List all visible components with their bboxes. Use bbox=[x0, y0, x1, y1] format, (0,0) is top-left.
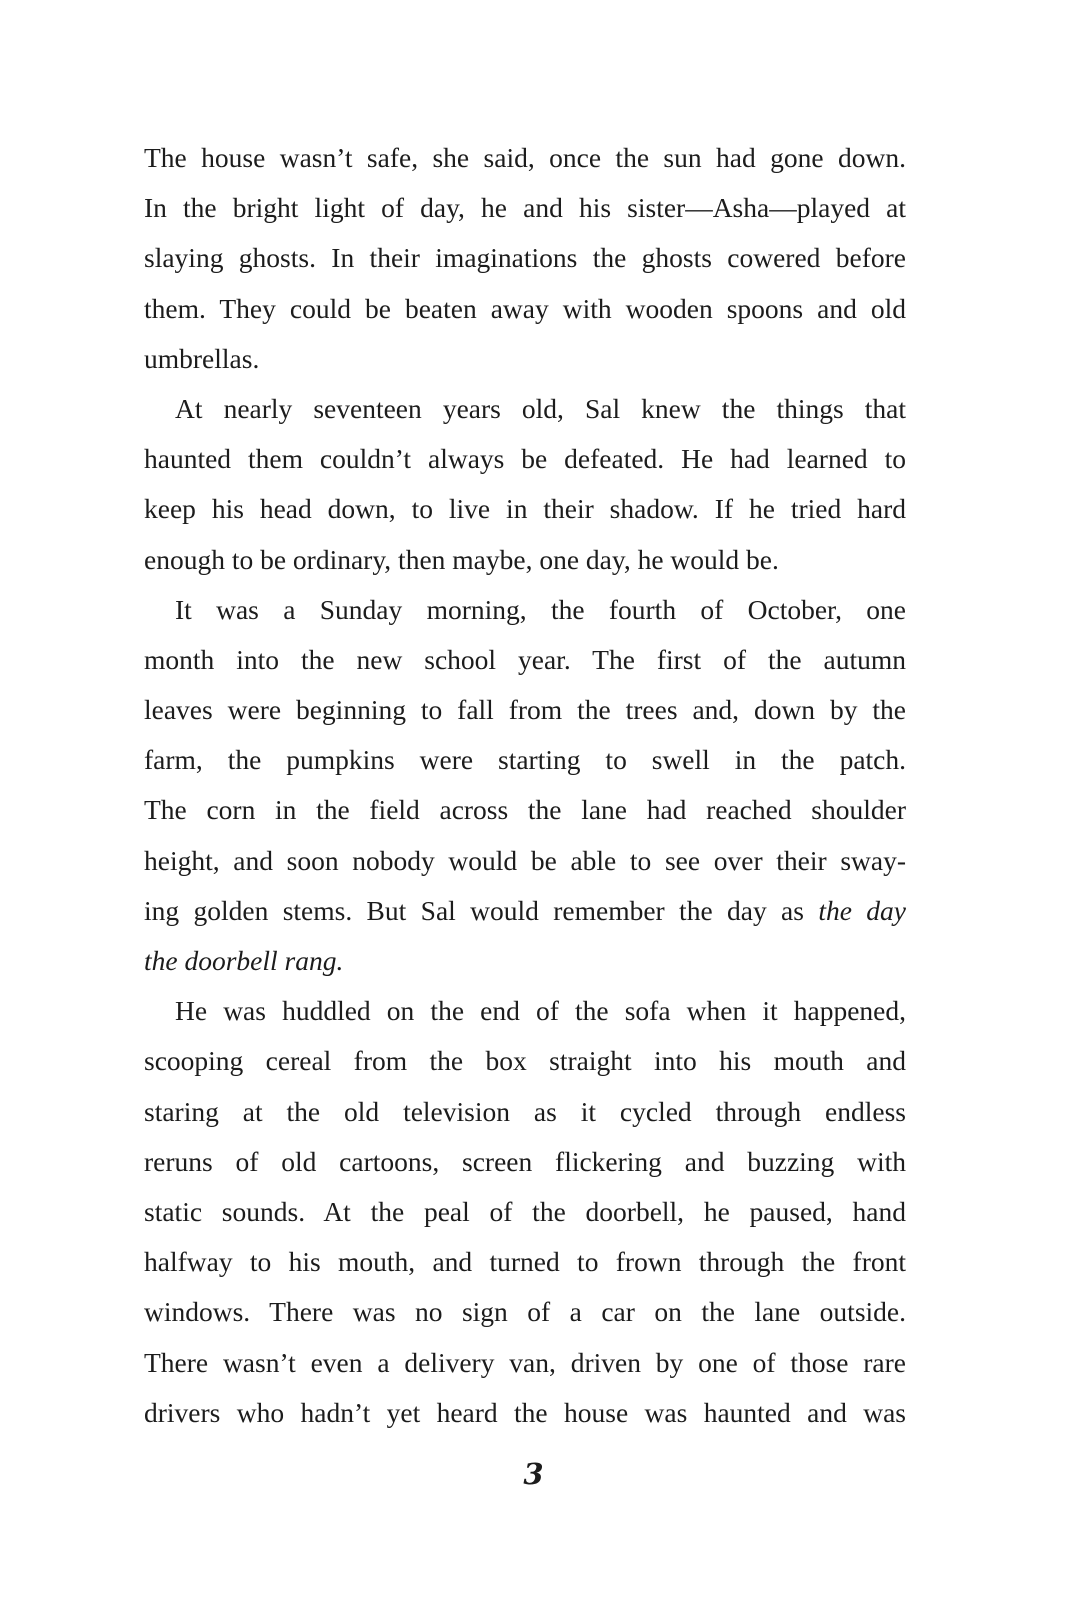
body-text bbox=[144, 133, 906, 1438]
text-line: slaying ghosts. In their imaginations the ghosts cowered before bbox=[144, 242, 906, 274]
text-line: umbrellas. bbox=[144, 342, 260, 374]
text-line bbox=[144, 886, 906, 936]
italic-phrase: the doorbell rang. bbox=[144, 945, 344, 976]
text-line: enough to be ordinary, then maybe, one day, he would be. bbox=[144, 543, 779, 575]
text-line: drivers who hadn’t yet heard the house was haunted and was bbox=[144, 1396, 906, 1428]
text-line: them. They could be beaten away with wooden spoons and old bbox=[144, 292, 906, 324]
text-line: leaves were beginning to fall from the trees and, down by the bbox=[144, 694, 906, 726]
text-line: scooping cereal from the box straight into his mouth and bbox=[144, 1045, 906, 1077]
text-line: height, and soon nobody would be able to see over their sway- bbox=[144, 844, 906, 876]
text-line: windows. There was no sign of a car on the lane outside. bbox=[144, 1296, 906, 1328]
text-line: keep his head down, to live in their shadow. If he tried hard bbox=[144, 493, 906, 525]
text-line: The corn in the field across the lane had reached shoulder bbox=[144, 794, 906, 826]
text-line: In the bright light of day, he and his sister—Asha—played at bbox=[144, 192, 906, 224]
text-line: At nearly seventeen years old, Sal knew the things that bbox=[175, 392, 906, 424]
text-line: haunted them couldn’t always be defeated. He had learned to bbox=[144, 443, 906, 475]
text-line: static sounds. At the peal of the doorbell, he paused, hand bbox=[144, 1195, 906, 1227]
text-line: month into the new school year. The first of the autumn bbox=[144, 643, 906, 675]
text-line: halfway to his mouth, and turned to frown through the front bbox=[144, 1246, 906, 1278]
text-line: There wasn’t even a delivery van, driven by one of those rare bbox=[144, 1346, 906, 1378]
text-line: It was a Sunday morning, the fourth of October, one bbox=[175, 593, 906, 625]
text-line: farm, the pumpkins were starting to swell in the patch. bbox=[144, 744, 906, 776]
text-line: The house wasn’t safe, she said, once the sun had gone down. bbox=[144, 142, 906, 173]
text-line-segment: ing golden stems. But Sal would remember the day as bbox=[144, 894, 819, 926]
page-number: 3 bbox=[523, 1457, 544, 1491]
text-line: He was huddled on the end of the sofa when it happened, bbox=[175, 995, 906, 1027]
italic-phrase: the day bbox=[818, 894, 906, 926]
text-line: reruns of old cartoons, screen flickering and buzzing with bbox=[144, 1145, 906, 1177]
text-line: staring at the old television as it cycled through endless bbox=[144, 1095, 906, 1127]
